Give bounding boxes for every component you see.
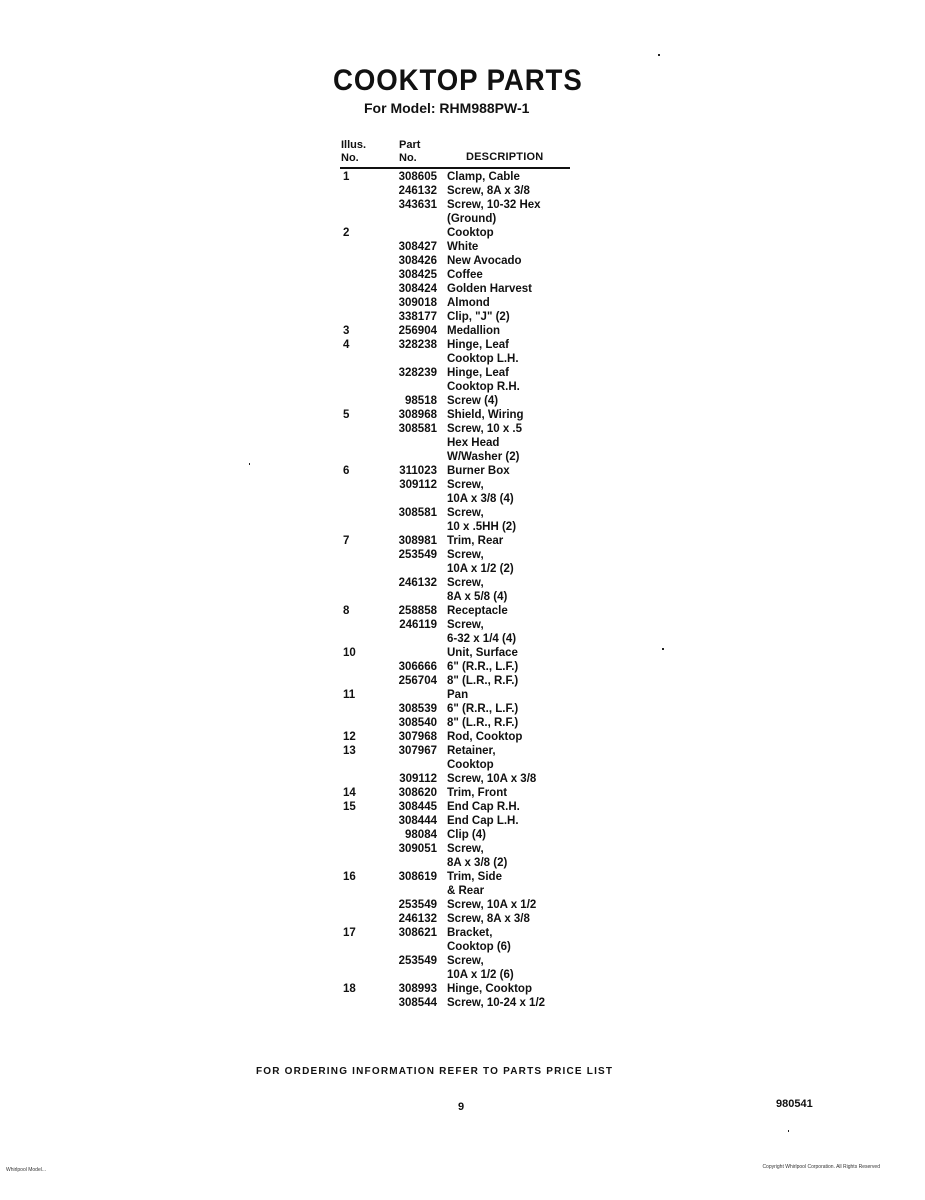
table-row [0,828,925,842]
part-description: Screw, [447,619,484,631]
part-description: Burner Box [447,465,510,477]
part-description: Screw, [447,507,484,519]
document-number: 980541 [776,1098,813,1110]
table-row [0,352,925,366]
part-number: 309112 [399,773,437,785]
part-description: Screw, 10-32 Hex [447,199,541,211]
table-row [0,338,925,352]
part-description: Cooktop R.H. [447,381,520,393]
part-description: Trim, Side [447,871,502,883]
part-description: Screw, [447,549,484,561]
part-description: (Ground) [447,213,497,225]
illus-number: 2 [343,227,350,239]
table-row [0,744,925,758]
part-description: Screw (4) [447,395,499,407]
part-description: Trim, Front [447,787,508,799]
part-description: Bracket, [447,927,493,939]
parts-table [0,170,925,1010]
part-number: 253549 [398,899,437,911]
table-row [0,408,925,422]
page-title: COOKTOP PARTS [333,64,583,97]
table-row [0,688,925,702]
part-description: Screw, 10 x .5 [447,423,523,435]
part-number: 98084 [405,829,437,841]
scan-speck [788,1130,789,1132]
scan-speck [249,463,250,465]
part-number: 308427 [398,241,437,253]
part-number: 311023 [399,465,437,477]
table-row [0,478,925,492]
part-number: 308981 [398,535,437,547]
scan-edge [0,1192,925,1200]
table-row [0,982,925,996]
table-row [0,730,925,744]
table-row [0,842,925,856]
part-number: 328238 [398,339,437,351]
table-row [0,282,925,296]
part-description: Clip (4) [447,829,486,841]
part-number: 308605 [398,171,437,183]
part-number: 253549 [398,549,437,561]
table-row [0,450,925,464]
table-row [0,702,925,716]
table-row [0,170,925,184]
table-row [0,534,925,548]
part-description: Screw, [447,577,484,589]
part-description: 10A x 1/2 (2) [447,563,514,575]
part-description: 10A x 3/8 (4) [447,493,514,505]
part-number: 308621 [398,927,437,939]
table-row [0,646,925,660]
illus-number: 14 [343,787,356,799]
fine-print-right: Copyright Whirlpool Corporation. All Rights Reserved [762,1164,880,1170]
part-number: 306666 [398,661,437,673]
table-row [0,548,925,562]
table-row [0,912,925,926]
part-number: 308544 [398,997,437,1009]
illus-number: 1 [343,171,350,183]
table-row [0,814,925,828]
illus-number: 15 [343,801,356,813]
part-description: Receptacle [447,605,508,617]
table-row [0,674,925,688]
part-number: 308425 [398,269,437,281]
part-description: Golden Harvest [447,283,532,295]
table-row [0,660,925,674]
part-description: 6" (R.R., L.F.) [447,661,519,673]
table-row [0,380,925,394]
fine-print-left: Whirlpool Model... [6,1167,47,1173]
table-row [0,324,925,338]
part-number: 338177 [398,311,437,323]
part-description: Hex Head [447,437,500,449]
part-description: & Rear [447,885,485,897]
part-description: 8" (L.R., R.F.) [447,717,519,729]
part-number: 308993 [398,983,437,995]
part-description: Screw, [447,843,484,855]
illus-number: 10 [343,647,356,659]
part-description: Retainer, [447,745,496,757]
table-row [0,212,925,226]
scan-speck [662,648,664,650]
part-number: 253549 [398,955,437,967]
part-number: 328239 [398,367,437,379]
table-row [0,226,925,240]
part-number: 308620 [398,787,437,799]
table-row [0,422,925,436]
part-number: 308444 [398,815,437,827]
part-number: 246132 [398,185,437,197]
table-row [0,926,925,940]
illus-number: 8 [343,605,350,617]
part-description: Hinge, Leaf [447,367,509,379]
part-number: 308581 [398,423,437,435]
part-number: 308426 [398,255,437,267]
table-row [0,954,925,968]
header-rule [340,167,570,169]
table-row [0,296,925,310]
part-description: 10A x 1/2 (6) [447,969,514,981]
part-number: 307967 [398,745,437,757]
part-description: Cooktop [447,227,494,239]
table-row [0,898,925,912]
part-description: Screw, [447,479,484,491]
table-row [0,772,925,786]
illus-number: 18 [343,983,356,995]
part-description: 8A x 3/8 (2) [447,857,508,869]
part-description: Clamp, Cable [447,171,520,183]
part-description: W/Washer (2) [447,451,520,463]
part-description: Cooktop [447,759,494,771]
part-number: 256704 [398,675,437,687]
table-row [0,800,925,814]
table-row [0,464,925,478]
header-part-no: Part No. [399,139,421,164]
table-row [0,184,925,198]
table-row [0,632,925,646]
model-subtitle: For Model: RHM988PW-1 [364,100,530,116]
part-number: 246132 [398,577,437,589]
part-description: White [447,241,479,253]
part-description: Screw, 8A x 3/8 [447,185,530,197]
part-number: 308445 [398,801,437,813]
table-row [0,394,925,408]
part-number: 308968 [398,409,437,421]
table-row [0,884,925,898]
part-number: 309018 [398,297,437,309]
table-row [0,576,925,590]
table-row [0,520,925,534]
part-description: 10 x .5HH (2) [447,521,517,533]
part-description: Trim, Rear [447,535,504,547]
part-number: 308424 [398,283,437,295]
illus-number: 17 [343,927,356,939]
part-number: 343631 [398,199,437,211]
table-row [0,968,925,982]
table-row [0,310,925,324]
part-number: 309112 [399,479,437,491]
part-description: Cooktop L.H. [447,353,519,365]
illus-number: 3 [343,325,350,337]
header-illus-no: Illus. No. [341,139,367,164]
part-description: Hinge, Leaf [447,339,509,351]
part-number: 246119 [399,619,437,631]
table-row [0,996,925,1010]
part-number: 308539 [398,703,437,715]
part-number: 308619 [398,871,437,883]
part-description: New Avocado [447,255,522,267]
part-description: Pan [447,689,469,701]
part-description: 6-32 x 1/4 (4) [447,633,517,645]
part-description: Medallion [447,325,501,337]
illus-number: 4 [343,339,350,351]
part-number: 98518 [405,395,437,407]
part-description: 8" (L.R., R.F.) [447,675,519,687]
table-row [0,562,925,576]
table-row [0,870,925,884]
part-description: End Cap R.H. [447,801,520,813]
illus-number: 11 [343,689,356,701]
part-number: 256904 [398,325,437,337]
part-description: End Cap L.H. [447,815,519,827]
part-description: Shield, Wiring [447,409,524,421]
part-description: Coffee [447,269,483,281]
page-number: 9 [458,1101,465,1113]
part-description: Rod, Cooktop [447,731,523,743]
part-description: Screw, 10A x 3/8 [447,773,537,785]
table-row [0,940,925,954]
part-description: Clip, "J" (2) [447,311,510,323]
table-row [0,268,925,282]
part-description: Screw, [447,955,484,967]
ordering-note: FOR ORDERING INFORMATION REFER TO PARTS PRICE LIST [256,1066,614,1077]
table-row [0,856,925,870]
part-number: 308540 [398,717,437,729]
part-description: 8A x 5/8 (4) [447,591,508,603]
table-row [0,786,925,800]
part-description: Cooktop (6) [447,941,511,953]
illus-number: 7 [343,535,350,547]
scan-speck [658,54,660,56]
part-number: 309051 [398,843,437,855]
table-row [0,758,925,772]
illus-number: 5 [343,409,350,421]
part-number: 307968 [398,731,437,743]
part-description: Screw, 10-24 x 1/2 [447,997,546,1009]
part-description: Almond [447,297,490,309]
part-description: 6" (R.R., L.F.) [447,703,519,715]
table-row [0,240,925,254]
part-description: Screw, 10A x 1/2 [447,899,537,911]
illus-number: 12 [343,731,356,743]
table-row [0,604,925,618]
table-row [0,716,925,730]
table-row [0,506,925,520]
table-row [0,436,925,450]
table-row [0,618,925,632]
table-row [0,492,925,506]
illus-number: 6 [343,465,350,477]
table-row [0,198,925,212]
header-description: DESCRIPTION [466,151,544,163]
part-number: 308581 [398,507,437,519]
part-number: 246132 [398,913,437,925]
table-row [0,366,925,380]
illus-number: 13 [343,745,356,757]
part-description: Hinge, Cooktop [447,983,532,995]
part-number: 258858 [398,605,437,617]
table-row [0,590,925,604]
part-description: Screw, 8A x 3/8 [447,913,530,925]
illus-number: 16 [343,871,356,883]
part-description: Unit, Surface [447,647,518,659]
table-row [0,254,925,268]
